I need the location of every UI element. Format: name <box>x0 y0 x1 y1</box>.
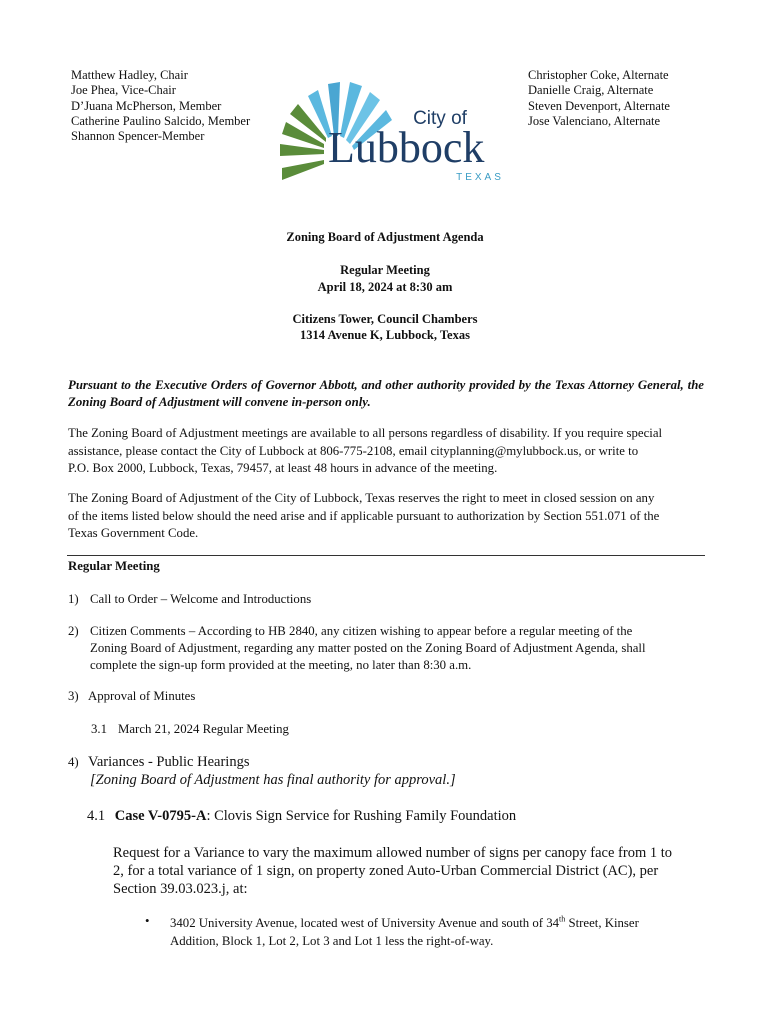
member-name: Catherine Paulino Salcido, Member <box>71 113 251 128</box>
agenda-item-4-1 <box>87 808 516 825</box>
meeting-date: April 18, 2024 at 8:30 am <box>317 280 453 294</box>
alternate-name: Danielle Craig, Alternate <box>528 83 654 98</box>
agenda-title: Zoning Board of Adjustment Agenda <box>286 230 484 244</box>
item-number: 3) <box>68 689 79 703</box>
request-line: Request for a Variance to vary the maximum allowed number of signs per canopy face from 1 to <box>113 845 673 861</box>
alternates-list <box>528 68 670 129</box>
address-text: Street, Kinser <box>565 916 639 930</box>
item-text: Variances - Public Hearings <box>88 754 250 770</box>
text-line: assistance, please contact the City of Lubbock at 806-775-2108, email cityplanning@mylubbock.us, or write to <box>68 443 639 458</box>
member-name: Joe Phea, Vice-Chair <box>71 83 176 98</box>
convene-notice: Pursuant to the Executive Orders of Governor Abbott, and other authority provided by the Texas Attorney General, the Zoning Board of Adjustment will convene in-person only. <box>68 378 704 409</box>
sunburst-logo-icon <box>276 70 501 185</box>
text-line: The Zoning Board of Adjustment of the City of Lubbock, Texas reserves the right to meet in closed session on any <box>68 491 655 505</box>
section-heading: Regular Meeting <box>68 559 160 573</box>
meeting-address: 1314 Avenue K, Lubbock, Texas <box>300 328 470 342</box>
address-sup: th <box>559 914 566 924</box>
logo-city-of: City of <box>413 108 467 129</box>
item-text: complete the sign-up form provided at the meeting, no later than 8:30 a.m. <box>90 658 472 672</box>
item-text: Citizen Comments – According to HB 2840, any citizen wishing to appear before a regular meeting of the <box>90 624 633 638</box>
case-title: : Clovis Sign Service for Rushing Family Foundation <box>206 808 517 824</box>
member-name: Matthew Hadley, Chair <box>71 68 188 82</box>
item-number: 2) <box>68 624 79 638</box>
agenda-item-3-1 <box>91 721 731 738</box>
item-text: Approval of Minutes <box>88 689 196 703</box>
item-number: 4.1 <box>87 808 106 824</box>
text-line: Texas Government Code. <box>68 526 199 540</box>
agenda-item-4 <box>68 754 708 771</box>
text-line: P.O. Box 2000, Lubbock, Texas, 79457, at least 48 hours in advance of the meeting. <box>68 461 498 475</box>
city-logo <box>276 70 501 185</box>
item-number: 1) <box>68 592 79 606</box>
authority-note: [Zoning Board of Adjustment has final authority for approval.] <box>90 772 456 788</box>
variance-request <box>113 844 672 898</box>
meeting-type: Regular Meeting <box>340 263 430 277</box>
item-number: 3.1 <box>91 722 107 736</box>
alternate-name: Jose Valenciano, Alternate <box>528 113 661 128</box>
item-text: Zoning Board of Adjustment, regarding any matter posted on the Zoning Board of Adjustment Agenda, shall <box>90 641 646 655</box>
property-address <box>170 914 639 950</box>
agenda-item-3 <box>68 688 708 705</box>
board-members-list <box>71 68 250 144</box>
item-number: 4) <box>68 755 79 769</box>
alternate-name: Steven Devenport, Alternate <box>528 98 670 113</box>
logo-texas: TEXAS <box>456 172 501 183</box>
member-name: D’Juana McPherson, Member <box>71 98 222 113</box>
agenda-item-1 <box>68 591 708 608</box>
request-line: Section 39.03.023.j, at: <box>113 881 248 897</box>
bullet-icon: • <box>145 914 150 928</box>
agenda-item-2 <box>68 623 708 672</box>
meeting-location: Citizens Tower, Council Chambers <box>292 312 478 326</box>
text-line: The Zoning Board of Adjustment meetings are available to all persons regardless of disability. If you require special <box>68 426 663 440</box>
section-divider <box>67 555 705 556</box>
member-name: Shannon Spencer-Member <box>71 129 205 144</box>
case-number: Case V-0795-A <box>114 808 207 824</box>
alternate-name: Christopher Coke, Alternate <box>528 68 669 82</box>
logo-lubbock: Lubbock <box>328 123 485 172</box>
item-text: March 21, 2024 Regular Meeting <box>118 722 289 736</box>
accessibility-paragraph <box>68 425 708 478</box>
address-text: 3402 University Avenue, located west of University Avenue and south of 34 <box>170 916 560 930</box>
address-text: Addition, Block 1, Lot 2, Lot 3 and Lot 1 less the right-of-way. <box>170 934 494 948</box>
text-line: of the items listed below should the need arise and if applicable pursuant to authorization by Section 551.071 of the <box>68 508 660 523</box>
item-text: Call to Order – Welcome and Introductions <box>90 592 312 606</box>
request-line: 2, for a total variance of 1 sign, on property zoned Auto-Urban Commercial District (AC), per <box>113 863 659 879</box>
closed-session-paragraph <box>68 490 708 543</box>
